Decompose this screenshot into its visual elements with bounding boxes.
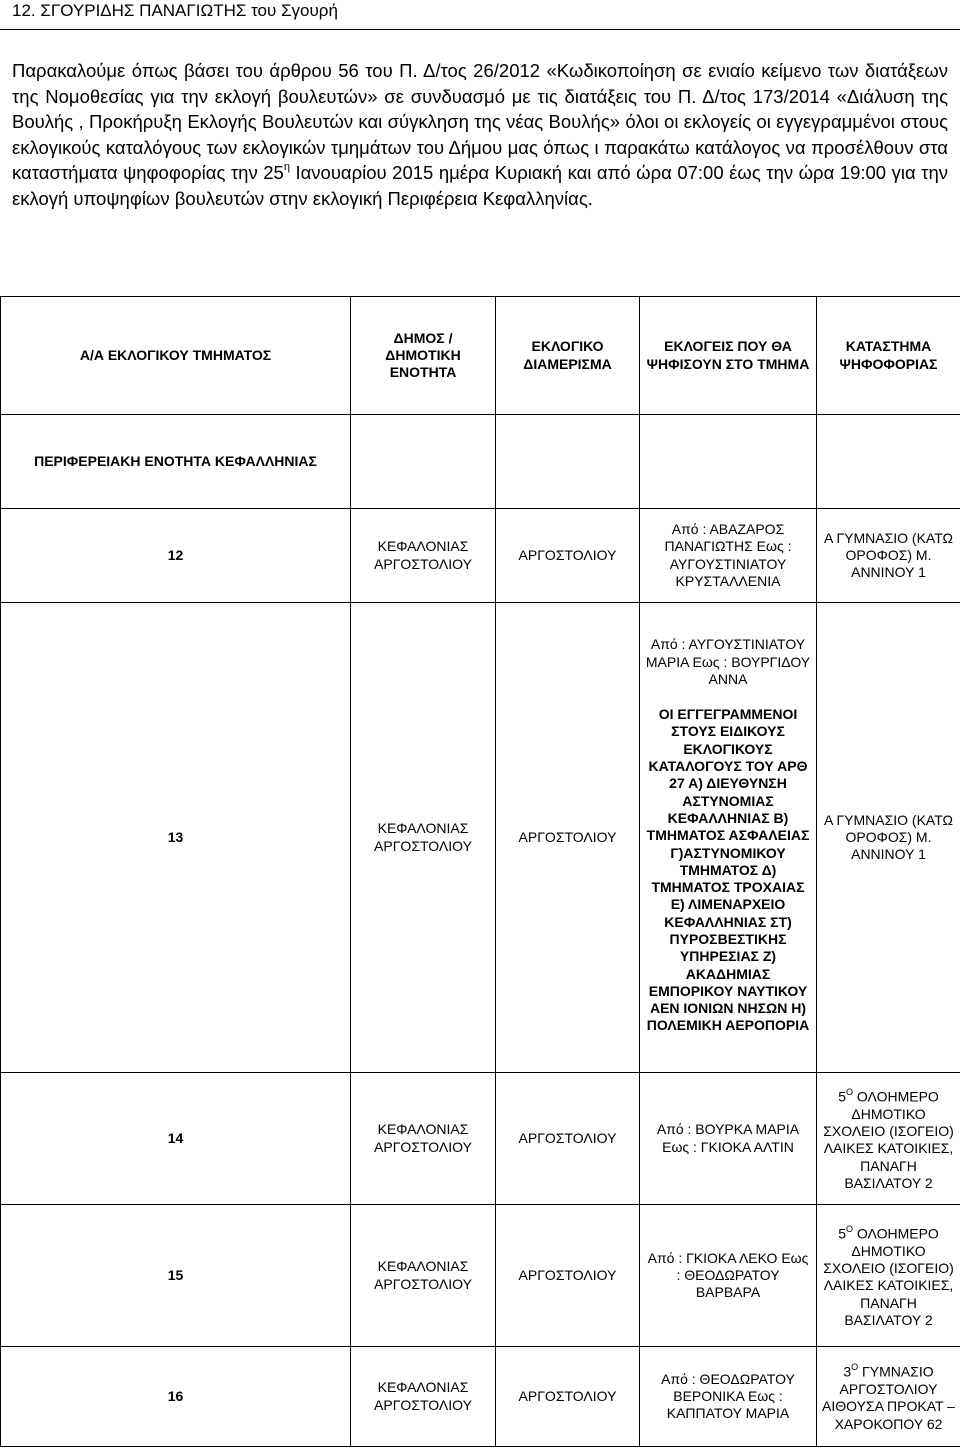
row-voters-spacer: [644, 688, 812, 706]
header-title: 12. ΣΓΟΥΡΙΔΗΣ ΠΑΝΑΓΙΩΤΗΣ του Σγουρή: [12, 1, 338, 20]
table-row: [1, 1347, 960, 1447]
station-text: ΟΛΟΗΜΕΡΟ ΔΗΜΟΤΙΚΟ ΣΧΟΛΕΙΟ (ΙΣΟΓΕΙΟ) ΛΑΙΚΕΣ ΚΑΤΟΙΚΙΕΣ, ΠΑΝΑΓΗ ΒΑΣΙΛΑΤΟΥ 2: [823, 1088, 954, 1191]
row-voters: Από : ΒΟΥΡΚΑ ΜΑΡΙΑ Εως : ΓΚΙΟΚΑ ΑΛΤΙΝ: [640, 1073, 817, 1205]
column-header-number: Α/Α ΕΚΛΟΓΙΚΟΥ ΤΜΗΜΑΤΟΣ: [1, 297, 351, 415]
row-number: 16: [1, 1347, 351, 1447]
row-number: 15: [1, 1205, 351, 1347]
column-header-station: ΚΑΤΑΣΤΗΜΑ ΨΗΦΟΦΟΡΙΑΣ: [817, 297, 960, 415]
row-municipality: ΚΕΦΑΛΟΝΙΑΣ ΑΡΓΟΣΤΟΛΙΟΥ: [351, 1073, 496, 1205]
table-row: [1, 1073, 960, 1205]
row-district: ΑΡΓΟΣΤΟΛΙΟΥ: [496, 1073, 640, 1205]
table-row: [1, 603, 960, 1073]
station-superscript: Ο: [845, 1086, 853, 1097]
station-number: 5: [838, 1088, 846, 1105]
row-district: ΑΡΓΟΣΤΟΛΙΟΥ: [496, 509, 640, 603]
intro-paragraph: [12, 58, 948, 211]
table-header-row: [1, 297, 960, 415]
row-municipality: ΚΕΦΑΛΟΝΙΑΣ ΑΡΓΟΣΤΟΛΙΟΥ: [351, 1347, 496, 1447]
row-voters: [640, 603, 817, 1073]
row-voters: Από : ΑΒΑΖΑΡΟΣ ΠΑΝΑΓΙΩΤΗΣ Εως : ΑΥΓΟΥΣΤΙΝΙΑΤΟΥ ΚΡΥΣΤΑΛΛΕΝΙΑ: [640, 509, 817, 603]
region-empty-cell: [351, 415, 496, 509]
polling-table-wrapper: [0, 296, 960, 1447]
row-station: Α ΓΥΜΝΑΣΙΟ (ΚΑΤΩ ΟΡΟΦΟΣ) Μ. ΑΝΝΙΝΟΥ 1: [817, 603, 960, 1073]
row-municipality: ΚΕΦΑΛΟΝΙΑΣ ΑΡΓΟΣΤΟΛΙΟΥ: [351, 603, 496, 1073]
row-voters: Από : ΘΕΟΔΩΡΑΤΟΥ ΒΕΡΟΝΙΚΑ Εως : ΚΑΠΠΑΤΟΥ ΜΑΡΙΑ: [640, 1347, 817, 1447]
row-number: 13: [1, 603, 351, 1073]
row-voters-special: ΟΙ ΕΓΓΕΓΡΑΜΜΕΝΟΙ ΣΤΟΥΣ ΕΙΔΙΚΟΥΣ ΕΚΛΟΓΙΚΟΥΣ ΚΑΤΑΛΟΓΟΥΣ ΤΟΥ ΑΡΘ 27 Α) ΔΙΕΥΘΥΝΣΗ ΑΣΤΥΝΟΜΙΑΣ ΚΕΦΑΛΛΗΝΙΑΣ Β) ΤΜΗΜΑΤΟΣ ΑΣΦΑΛΕΙΑΣ Γ)ΑΣΤΥΝΟΜΙΚΟΥ ΤΜΗΜΑΤΟΣ Δ) ΤΜΗΜΑΤΟΣ ΤΡΟΧΑΙΑΣ Ε) ΛΙΜΕΝΑΡΧΕΙΟ ΚΕΦΑΛΛΗΝΙΑΣ ΣΤ) ΠΥΡΟΣΒΕΣΤΙΚΗΣ ΥΠΗΡΕΣΙΑΣ Ζ) ΑΚΑΔΗΜΙΑΣ ΕΜΠΟΡΙΚΟΥ ΝΑΥΤΙΚΟΥ ΑΕΝ ΙΟΝΙΩΝ ΝΗΣΩΝ Η) ΠΟΛΕΜΙΚΗ ΑΕΡΟΠΟΡΙΑ: [646, 706, 810, 1034]
row-station: [817, 1073, 960, 1205]
intro-superscript: η: [283, 160, 290, 173]
row-district: ΑΡΓΟΣΤΟΛΙΟΥ: [496, 1347, 640, 1447]
region-row: [1, 415, 960, 509]
header-divider: [0, 29, 960, 30]
column-header-municipality: ΔΗΜΟΣ / ΔΗΜΟΤΙΚΗ ΕΝΟΤΗΤΑ: [351, 297, 496, 415]
intro-text-part2: Ιανουαρίου 2015 ημέρα Κυριακή και από ώρα 07:00 έως την ώρα 19:00 για την εκλογή υποψηφίων βουλευτών στην εκλογική Περιφέρεια Κεφαλληνίας.: [12, 162, 948, 209]
row-municipality: ΚΕΦΑΛΟΝΙΑΣ ΑΡΓΟΣΤΟΛΙΟΥ: [351, 1205, 496, 1347]
region-label: ΠΕΡΙΦΕΡΕΙΑΚΗ ΕΝΟΤΗΤΑ ΚΕΦΑΛΛΗΝΙΑΣ: [1, 415, 351, 509]
row-district: ΑΡΓΟΣΤΟΛΙΟΥ: [496, 1205, 640, 1347]
station-text: ΓΥΜΝΑΣΙΟ ΑΡΓΟΣΤΟΛΙΟΥ ΑΙΘΟΥΣΑ ΠΡΟΚΑΤ – ΧΑΡΟΚΟΠΟΥ 62: [822, 1363, 955, 1432]
row-station: Α ΓΥΜΝΑΣΙΟ (ΚΑΤΩ ΟΡΟΦΟΣ) Μ. ΑΝΝΙΝΟΥ 1: [817, 509, 960, 603]
row-number: 14: [1, 1073, 351, 1205]
table-row: [1, 1205, 960, 1347]
table-row: [1, 509, 960, 603]
column-header-voters: ΕΚΛΟΓΕΙΣ ΠΟΥ ΘΑ ΨΗΦΙΣΟΥΝ ΣΤΟ ΤΜΗΜΑ: [640, 297, 817, 415]
row-voters-range: Από : ΑΥΓΟΥΣΤΙΝΙΑΤΟΥ ΜΑΡΙΑ Εως : ΒΟΥΡΓΙΔΟΥ ΑΝΝΑ: [645, 636, 811, 687]
row-station: [817, 1205, 960, 1347]
polling-table: [0, 296, 960, 1447]
row-number: 12: [1, 509, 351, 603]
row-voters: Από : ΓΚΙΟΚΑ ΛΕΚΟ Εως : ΘΕΟΔΩΡΑΤΟΥ ΒΑΡΒΑΡΑ: [640, 1205, 817, 1347]
station-superscript: Ο: [851, 1362, 859, 1373]
station-number: 5: [838, 1225, 846, 1242]
intro-text-part1: Παρακαλούμε όπως βάσει του άρθρου 56 του Π. Δ/τος 26/2012 «Κωδικοποίηση σε ενιαίο κείμενο των διατάξεων της Νομοθεσίας για την εκλογή βουλευτών» σε συνδυασμό με τις διατάξεις του Π. Δ/τος 173/2014 «Διάλυση της Βουλής , Προκήρυξη Εκλογής Βουλευτών και σύγκληση της νέας Βουλής» όλοι οι εκλογείς οι εγγεγραμμένοι στους εκλογικούς καταλόγους των εκλογικών τμημάτων του Δήμου μας όπως ι παρακάτω κατάλογος να προσέλθουν στα καταστήματα ψηφοφορίας την 25: [12, 60, 948, 183]
region-empty-cell: [817, 415, 960, 509]
row-municipality: ΚΕΦΑΛΟΝΙΑΣ ΑΡΓΟΣΤΟΛΙΟΥ: [351, 509, 496, 603]
document-header: [12, 0, 948, 24]
region-empty-cell: [640, 415, 817, 509]
station-text: ΟΛΟΗΜΕΡΟ ΔΗΜΟΤΙΚΟ ΣΧΟΛΕΙΟ (ΙΣΟΓΕΙΟ) ΛΑΙΚΕΣ ΚΑΤΟΙΚΙΕΣ, ΠΑΝΑΓΗ ΒΑΣΙΛΑΤΟΥ 2: [823, 1225, 954, 1328]
row-station: [817, 1347, 960, 1447]
station-number: 3: [843, 1363, 852, 1380]
column-header-district: ΕΚΛΟΓΙΚΟ ΔΙΑΜΕΡΙΣΜΑ: [496, 297, 640, 415]
row-district: ΑΡΓΟΣΤΟΛΙΟΥ: [496, 603, 640, 1073]
region-empty-cell: [496, 415, 640, 509]
station-superscript: Ο: [845, 1223, 853, 1234]
